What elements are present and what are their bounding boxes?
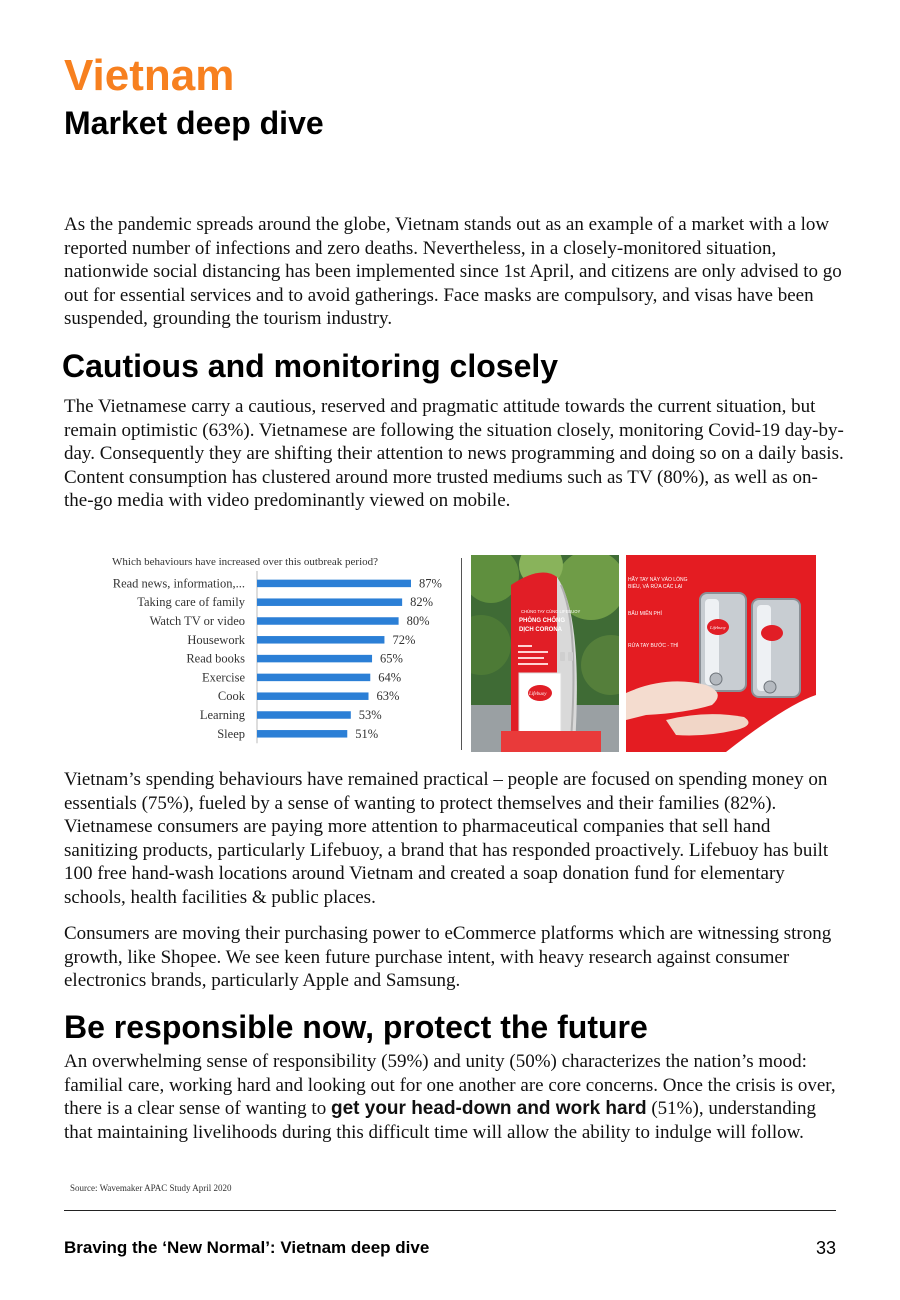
chart-value-label: 63% — [376, 689, 400, 704]
section-heading-cautious: Cautious and monitoring closely — [62, 348, 559, 384]
behaviours-bar-chart — [64, 553, 454, 753]
station-brand: Lifebuoy — [529, 692, 547, 697]
chart-category-label: Read books — [186, 651, 245, 666]
dispenser-text-line1: HÃY TAY NÀY VÀO LÒNG — [628, 577, 688, 583]
page-title: Vietnam — [64, 51, 235, 100]
intro-paragraph: As the pandemic spreads around the globe, Vietnam stands out as an example of a market with a low reported number of infections and zero deaths. Nevertheless, in a closely-monitored situation, nationwide social distancing has been implemented since 1st April, and citizens are only advised to go out for essential services and to avoid gatherings. Face masks are compulsory, and visas have been suspended, grounding the tourism industry. — [64, 214, 842, 329]
chart-value-label: 65% — [380, 651, 403, 666]
handwash-station-photo — [471, 555, 619, 752]
station-text-line3: DỊCH CORONA — [519, 627, 562, 633]
chart-category-label: Exercise — [201, 670, 245, 685]
responsible-text-bold: get your head-down and work hard — [330, 1098, 647, 1119]
section-heading-responsible: Be responsible now, protect the future — [64, 1009, 648, 1045]
chart-bar — [257, 655, 372, 663]
chart-bar — [257, 617, 399, 625]
chart-category-label: Cook — [217, 689, 245, 704]
spending-paragraph: Vietnam’s spending behaviours have remained practical – people are focused on spending money on essentials (75%), fueled by a sense of wanting to protect themselves and their families (82%). Vietnamese consumers are paying more attention to pharmaceutical companies that sell hand sanitizing products, particularly Lifebuoy, a brand that has responded proactively. Lifebuoy has built 100 free hand-wash locations around Vietnam and created a soap donation fund for elementary schools, health facilities & public places. — [64, 769, 829, 908]
responsible-text-after: (51%), understanding that maintaining livelihoods during this difficult time will allow the ability to indulge will follow. — [64, 1098, 816, 1143]
chart-bar — [257, 692, 369, 700]
chart-value-label: 82% — [410, 595, 434, 610]
source-note: Source: Wavemaker APAC Study April 2020 — [70, 1183, 232, 1193]
handwash-station-illustration — [471, 555, 619, 752]
station-text-line2: PHÒNG CHỐNG — [519, 618, 566, 624]
chart-value-label: 53% — [358, 708, 382, 722]
responsible-text-before: An overwhelming sense of responsibility (59%) and unity (50%) characterizes the nation’s mood: familial care, working hard and looking out for one another are core concerns. Once the crisis is over, there is a clear sense of wanting to — [64, 1051, 836, 1119]
chart-value-label: 87% — [418, 576, 442, 591]
page-number: 33 — [815, 1238, 836, 1258]
chart-category-label: Read news, information,... — [112, 576, 245, 591]
chart-svg — [64, 553, 454, 753]
chart-bar — [257, 580, 411, 588]
chart-category-label: Watch TV or video — [149, 614, 245, 628]
chart-value-label: 64% — [378, 670, 402, 685]
chart-title: Which behaviours have increased over this outbreak period? — [112, 556, 379, 568]
chart-bar — [257, 711, 351, 719]
chart-category-label: Sleep — [217, 726, 245, 741]
chart-bar — [257, 674, 370, 682]
dispenser-text-line4: RỬA TAY BƯỚC - THÌ — [628, 643, 679, 649]
responsible-paragraph — [64, 1050, 844, 1144]
chart-category-label: Taking care of family — [137, 595, 245, 610]
dispenser-text-line3: BẤU MIỄN PHÍ — [628, 611, 662, 617]
station-text-line1: CHÚNG TAY CÙNG LIFEBUOY — [521, 609, 581, 614]
chart-value-label: 51% — [355, 726, 379, 741]
cautious-paragraph: The Vietnamese carry a cautious, reserved and pragmatic attitude towards the current situation, but remain optimistic (63%). Vietnamese are following the situation closely, monitoring Covid-19 day-by-day. Consequently they are shifting their attention to news programming and doing so on a daily basis. Content consumption has clustered around more trusted mediums such as TV (80%), as well as on-the-go media with video predominantly viewed on mobile. — [64, 396, 844, 511]
chart-category-label: Housework — [187, 632, 245, 647]
page-subtitle: Market deep dive — [64, 105, 324, 141]
soap-dispensers-photo — [626, 555, 816, 752]
chart-value-label: 80% — [406, 614, 430, 628]
footer-rule — [64, 1210, 836, 1211]
soap-dispensers-illustration — [626, 555, 816, 752]
footer-title: Braving the ‘New Normal’: Vietnam deep dive — [64, 1238, 430, 1257]
chart-bar — [257, 730, 347, 738]
dispenser-brand: Lifebuoy — [710, 625, 726, 630]
consumers-paragraph: Consumers are moving their purchasing power to eCommerce platforms which are witnessing strong growth, like Shopee. We see keen future purchase intent, with heavy research against consumer electronics brands, particularly Apple and Samsung. — [64, 923, 832, 991]
chart-photo-divider — [461, 558, 462, 750]
chart-value-label: 72% — [392, 632, 416, 647]
chart-category-label: Learning — [199, 708, 245, 722]
dispenser-text-line2: BIỂU, VÀ RỬA CÁC LẠI — [628, 584, 683, 590]
chart-bar — [257, 598, 402, 606]
chart-bar — [257, 636, 384, 644]
